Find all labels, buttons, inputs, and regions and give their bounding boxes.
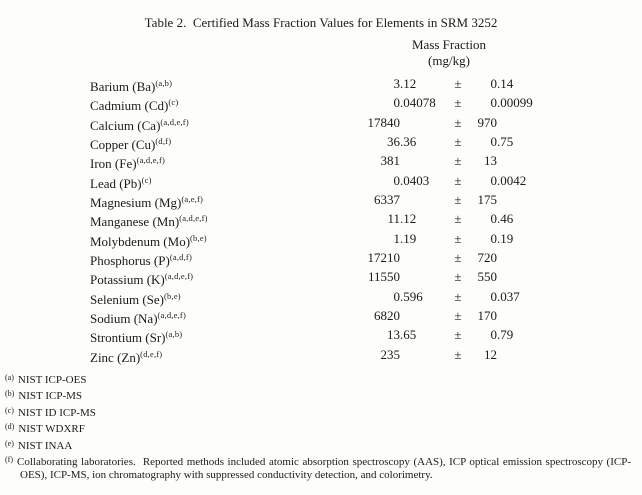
table-row — [90, 306, 560, 325]
footnote-marks: (a,d,e,f) — [164, 271, 194, 282]
footnote-mark: (d) — [5, 422, 15, 432]
table-title: Table 2. Certified Mass Fraction Values for Elements in SRM 3252 — [144, 15, 498, 30]
uncertainty-fraction-part — [497, 151, 553, 170]
plus-minus-sign: ± — [454, 250, 462, 266]
table-row — [90, 74, 560, 93]
element-name: Lead $(Pb)^{(c)}$ — [90, 174, 152, 191]
uncertainty-fraction-part — [497, 345, 553, 364]
footnote-line — [5, 420, 631, 436]
footnote-marks: (a,d,e,f) — [160, 116, 189, 127]
footnote-line — [5, 404, 631, 420]
footnote-mark: (e) — [5, 438, 14, 448]
table-row — [90, 132, 560, 151]
uncertainty-integer-part: 0 — [490, 76, 497, 91]
uncertainty-integer-part: 550 — [477, 269, 497, 285]
value-fraction-part: .65 — [400, 327, 417, 343]
value-integer-part: 0 — [393, 288, 400, 304]
plus-minus-sign: ± — [454, 192, 462, 208]
plus-minus-sign: ± — [454, 327, 462, 343]
certified-values-table — [90, 74, 560, 364]
value-fraction-part — [400, 190, 452, 209]
footnote-mark: (c) — [5, 405, 14, 415]
element-name: Cadmium $(Cd)^{(c)}$ — [90, 97, 179, 114]
value-fraction-part: .12 — [400, 211, 417, 227]
plus-minus-sign: ± — [454, 76, 462, 91]
value-integer-part: 235 — [380, 346, 400, 362]
element-name: Potassium $(K)^{(a,d,e,f)}$ — [90, 271, 194, 288]
value-integer-part: 13 — [387, 327, 400, 343]
value-fraction-part: .0403 — [400, 172, 430, 188]
uncertainty-fraction-part — [497, 113, 553, 132]
uncertainty-integer-part: 970 — [477, 114, 497, 130]
value-integer-part: 381 — [380, 153, 400, 169]
plus-minus-sign: ± — [454, 269, 462, 285]
uncertainty-integer-part: 175 — [477, 192, 497, 208]
element-name: Barium $(Ba)^{(a,b)}$ — [90, 78, 173, 94]
table-row — [90, 267, 560, 286]
footnote-text: NIST INAA — [17, 439, 73, 452]
footnote-text: Collaborating laboratories. Reported methods included atomic absorption spectroscopy (AAS), ICP optical emission spectroscopy (ICP-OES), ICP-MS, ion chromatography with suppressed conductivity detection, and colorimetry. — [17, 456, 631, 482]
footnote-line — [5, 453, 631, 483]
table-row — [90, 248, 560, 267]
value-integer-part: 11 — [387, 211, 400, 227]
plus-minus-sign: ± — [454, 172, 462, 188]
plus-minus-sign: ± — [454, 346, 462, 362]
uncertainty-integer-part: 0 — [490, 134, 497, 150]
element-name: Phosphorus $(P)^{(a,d,f)}$ — [90, 252, 192, 269]
table-row — [90, 325, 560, 344]
uncertainty-integer-part: 0 — [490, 211, 497, 227]
table-row — [90, 113, 560, 132]
value-fraction-part — [400, 113, 452, 132]
uncertainty-fraction-part: .037 — [497, 288, 520, 304]
uncertainty-integer-part: 0 — [490, 95, 497, 111]
footnote-marks: (a,e,f) — [181, 194, 204, 205]
uncertainty-fraction-part: .75 — [497, 134, 514, 150]
footnote-marks: (c) — [168, 97, 179, 108]
footnote-marks: (d,f) — [155, 136, 172, 147]
footnote-mark: (a) — [5, 373, 14, 382]
column-header-line1: Mass Fraction — [411, 37, 487, 52]
value-integer-part: 17840 — [367, 114, 400, 130]
value-fraction-part — [400, 345, 452, 364]
value-integer-part: 0 — [393, 95, 400, 111]
uncertainty-integer-part: 0 — [490, 288, 497, 304]
uncertainty-integer-part: 0 — [490, 172, 497, 188]
value-integer-part: 1 — [393, 230, 400, 246]
table-row — [90, 345, 560, 364]
uncertainty-fraction-part: .46 — [497, 211, 514, 227]
footnote-marks: (b,e) — [164, 290, 181, 301]
plus-minus-sign: ± — [454, 114, 462, 130]
uncertainty-fraction-part: .19 — [497, 230, 514, 246]
footnote-mark: (b) — [5, 389, 15, 399]
footnote-line — [5, 371, 631, 387]
element-name: Magnesium $(Mg)^{(a,e,f)}$ — [90, 194, 204, 211]
uncertainty-fraction-part: .14 — [497, 76, 514, 91]
uncertainty-fraction-part: .0042 — [497, 172, 527, 188]
table-row — [90, 190, 560, 209]
plus-minus-sign: ± — [454, 230, 462, 246]
footnote-text: NIST ICP-OES — [17, 374, 87, 386]
uncertainty-fraction-part — [497, 306, 553, 325]
footnote-marks: (b,e) — [190, 232, 207, 243]
value-integer-part: 3 — [393, 76, 400, 91]
footnote-marks: (c) — [141, 174, 152, 185]
footnote-text: NIST ID ICP-MS — [17, 406, 96, 419]
uncertainty-fraction-part — [497, 267, 553, 286]
value-fraction-part — [400, 267, 452, 286]
value-fraction-part: .19 — [400, 230, 417, 246]
uncertainty-fraction-part: .00099 — [497, 95, 533, 111]
footnote-line — [5, 437, 631, 453]
footnote-marks: (d,e,f) — [140, 348, 163, 359]
value-integer-part: 0 — [393, 172, 400, 188]
footnote-text: NIST ICP-MS — [18, 390, 83, 403]
element-name: Molybdenum $(Mo)^{(b,e)}$ — [90, 232, 207, 249]
element-name: Copper $(Cu)^{(d,f)}$ — [90, 136, 172, 153]
table-row — [90, 229, 560, 248]
element-name: Sodium $(Na)^{(a,d,e,f)}$ — [90, 310, 186, 327]
value-fraction-part: .04078 — [400, 95, 436, 111]
value-fraction-part: .596 — [400, 288, 423, 304]
plus-minus-sign: ± — [454, 153, 462, 169]
value-fraction-part — [400, 306, 452, 325]
uncertainty-fraction-part — [497, 190, 553, 209]
column-header-line2: (mg/kg) — [428, 52, 470, 68]
plus-minus-sign: ± — [454, 134, 462, 150]
footnote-marks: (a,b) — [165, 329, 183, 340]
table-row — [90, 93, 560, 112]
footnote-marks: (a,d,f) — [169, 252, 192, 263]
uncertainty-integer-part: 0 — [490, 230, 497, 246]
footnote-line — [5, 387, 631, 403]
footnote-marks: (a,b) — [155, 78, 173, 88]
element-name: Strontium $(Sr)^{(a,b)}$ — [90, 329, 183, 346]
element-name: Selenium $(Se)^{(b,e)}$ — [90, 290, 181, 307]
element-name: Zinc $(Zn)^{(d,e,f)}$ — [90, 348, 163, 365]
uncertainty-integer-part: 720 — [477, 250, 497, 266]
value-integer-part: 6820 — [374, 308, 400, 324]
footnote-text: NIST WDXRF — [18, 423, 85, 436]
mass-fraction-column-header — [349, 37, 549, 68]
value-integer-part: 11550 — [367, 269, 400, 285]
uncertainty-fraction-part — [497, 248, 553, 267]
footnote-marks: (a,d,e,f) — [179, 213, 208, 224]
value-fraction-part: .36 — [400, 134, 417, 150]
element-name: Calcium $(Ca)^{(a,d,e,f)}$ — [90, 116, 189, 133]
table-row — [90, 209, 560, 228]
uncertainty-integer-part: 12 — [484, 346, 497, 362]
value-fraction-part — [400, 248, 452, 267]
value-integer-part: 36 — [387, 134, 400, 150]
value-integer-part: 6337 — [374, 192, 400, 208]
value-fraction-part: .12 — [400, 76, 417, 91]
uncertainty-fraction-part: .79 — [497, 327, 514, 343]
plus-minus-sign: ± — [454, 288, 462, 304]
table-row — [90, 287, 560, 306]
value-fraction-part — [400, 151, 452, 170]
footnotes-section — [5, 371, 631, 483]
footnote-marks: (a,d,e,f) — [157, 310, 186, 321]
uncertainty-integer-part: 13 — [484, 153, 497, 169]
table-row — [90, 151, 560, 170]
value-integer-part: 17210 — [367, 250, 400, 266]
element-name: Iron $(Fe)^{(a,d,e,f)}$ — [90, 155, 166, 172]
uncertainty-integer-part: 170 — [477, 308, 497, 324]
element-name: Manganese $(Mn)^{(a,d,e,f)}$ — [90, 213, 208, 230]
table-row — [90, 171, 560, 190]
footnote-mark: (f) — [5, 455, 13, 465]
plus-minus-sign: ± — [454, 95, 462, 111]
plus-minus-sign: ± — [454, 308, 462, 324]
footnote-marks: (a,d,e,f) — [136, 155, 166, 166]
plus-minus-sign: ± — [454, 211, 462, 227]
uncertainty-integer-part: 0 — [490, 327, 497, 343]
